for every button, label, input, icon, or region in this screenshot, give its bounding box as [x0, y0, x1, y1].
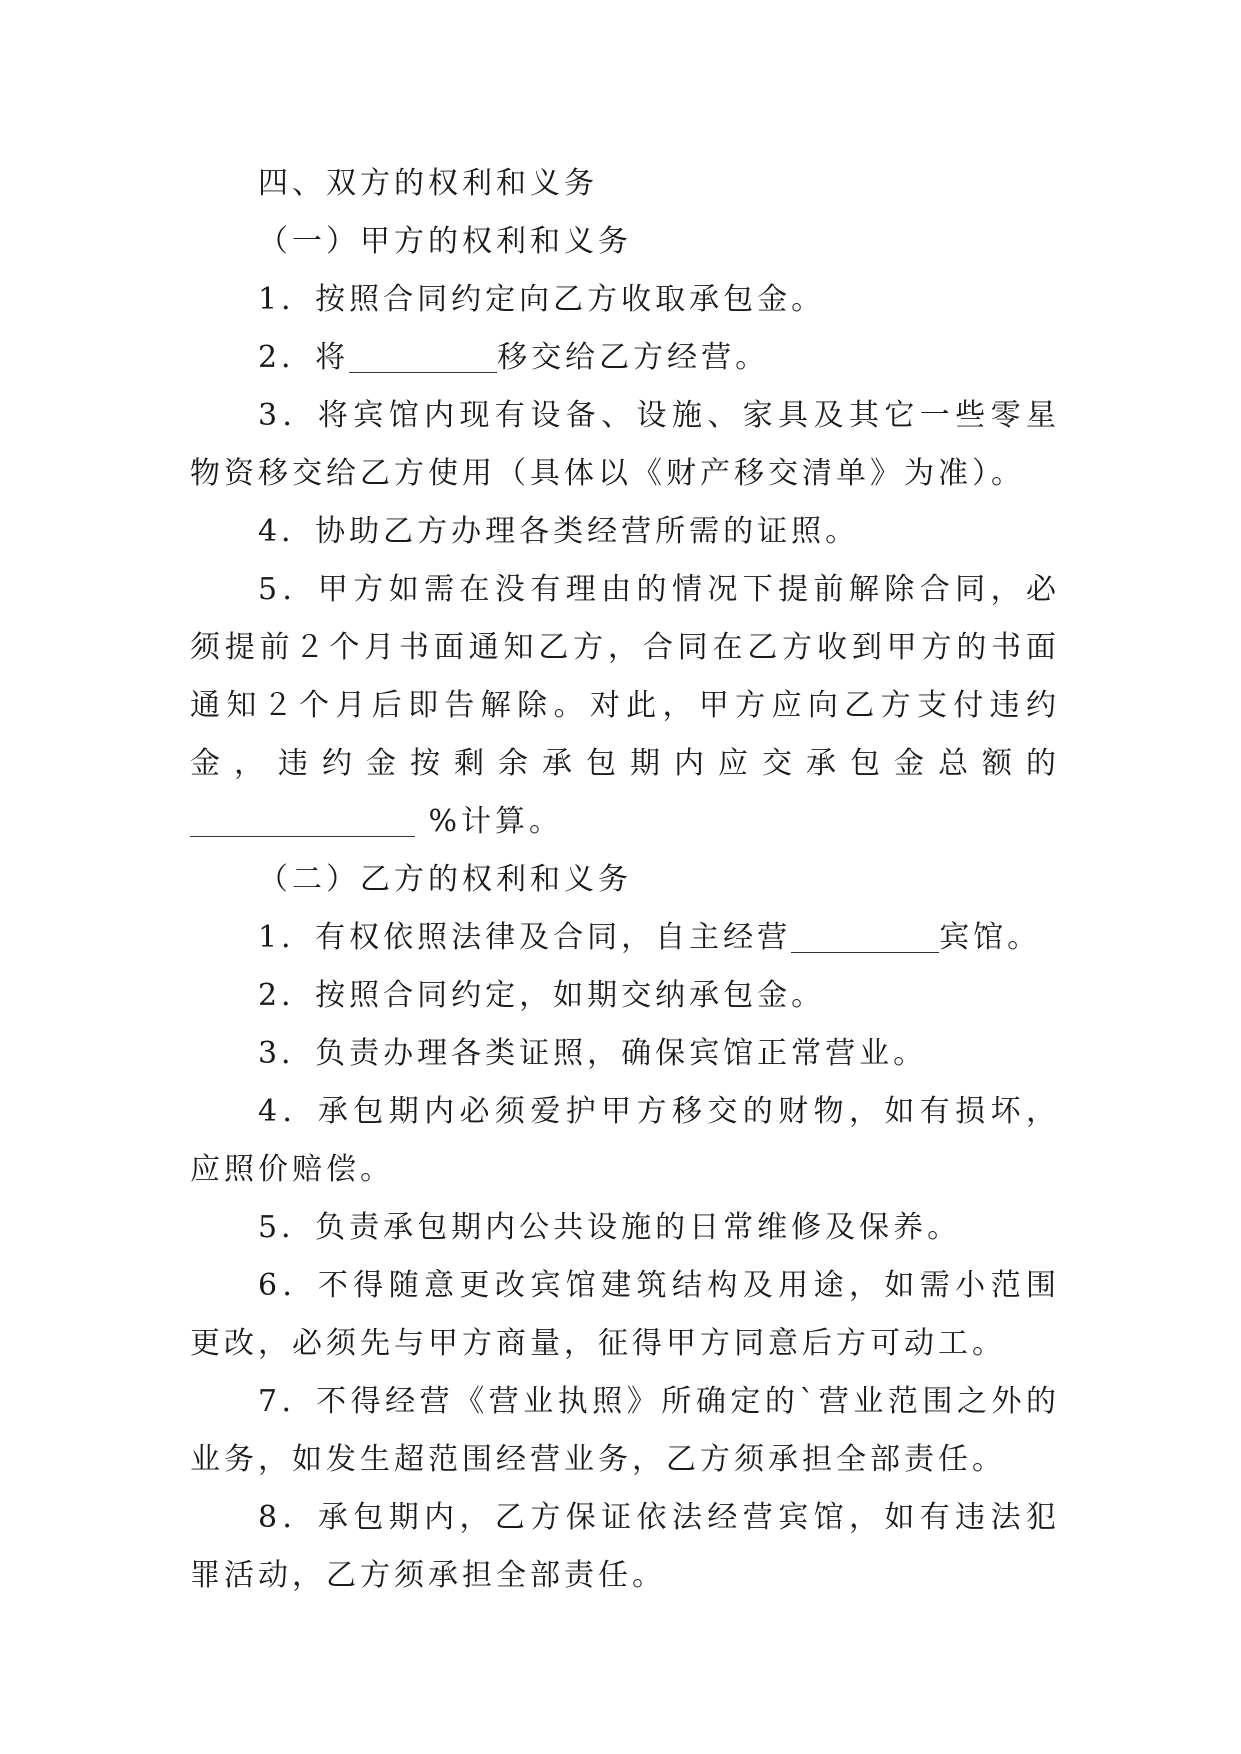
clause-text: 宾馆。 — [939, 920, 1042, 955]
clause-text: 1．有权依照法律及合同，自主经营 — [258, 920, 792, 955]
clause-text: %计算。 — [415, 804, 564, 839]
party-b-clause-6: 6．不得随意更改宾馆建筑结构及用途，如需小范围更改，必须先与甲方商量，征得甲方同意后方可动工。 — [190, 1268, 1060, 1361]
party-b-clause-3: 3．负责办理各类证照，确保宾馆正常营业。 — [258, 1036, 928, 1071]
party-a-clause-4: 4．协助乙方办理各类经营所需的证照。 — [258, 514, 860, 549]
subsection-heading-party-b: （二）乙方的权利和义务 — [258, 862, 632, 897]
party-b-clause-7: 7．不得经营《营业执照》所确定的`营业范围之外的业务，如发生超范围经营业务，乙方须承担全部责任。 — [190, 1384, 1060, 1477]
blank-fill-line — [791, 918, 939, 953]
party-a-clause-2 — [190, 329, 1060, 387]
party-b-clause-8: 8．承包期内，乙方保证依法经营宾馆，如有违法犯罪活动，乙方须承担全部责任。 — [190, 1500, 1060, 1593]
blank-fill-line — [349, 338, 497, 373]
party-b-clause-4: 4．承包期内必须爱护甲方移交的财物，如有损坏，应照价赔偿。 — [190, 1094, 1060, 1187]
party-b-clause-5: 5．负责承包期内公共设施的日常维修及保养。 — [258, 1210, 962, 1245]
blank-fill-line — [190, 802, 415, 837]
party-a-clause-3: 3．将宾馆内现有设备、设施、家具及其它一些零星物资移交给乙方使用（具体以《财产移交清单》为准）。 — [190, 398, 1060, 491]
party-b-clause-2: 2．按照合同约定，如期交纳承包金。 — [258, 978, 826, 1013]
clause-text: 移交给乙方经营。 — [497, 340, 770, 375]
party-a-clause-1: 1．按照合同约定向乙方收取承包金。 — [258, 282, 826, 317]
party-a-clause-5 — [190, 561, 1060, 851]
subsection-heading-party-a: （一）甲方的权利和义务 — [258, 224, 632, 259]
party-b-clause-1 — [190, 909, 1060, 967]
clause-text: 5．甲方如需在没有理由的情况下提前解除合同，必须提前２个月书面通知乙方，合同在乙方收到甲方的书面通知２个月后即告解除。对此，甲方应向乙方支付违约金，违约金按剩余承包期内应交承包金总额的 — [190, 572, 1060, 781]
document-body — [190, 155, 1060, 1605]
clause-text: 2．将 — [258, 340, 350, 375]
section-heading-rights-obligations: 四、双方的权利和义务 — [258, 166, 598, 201]
